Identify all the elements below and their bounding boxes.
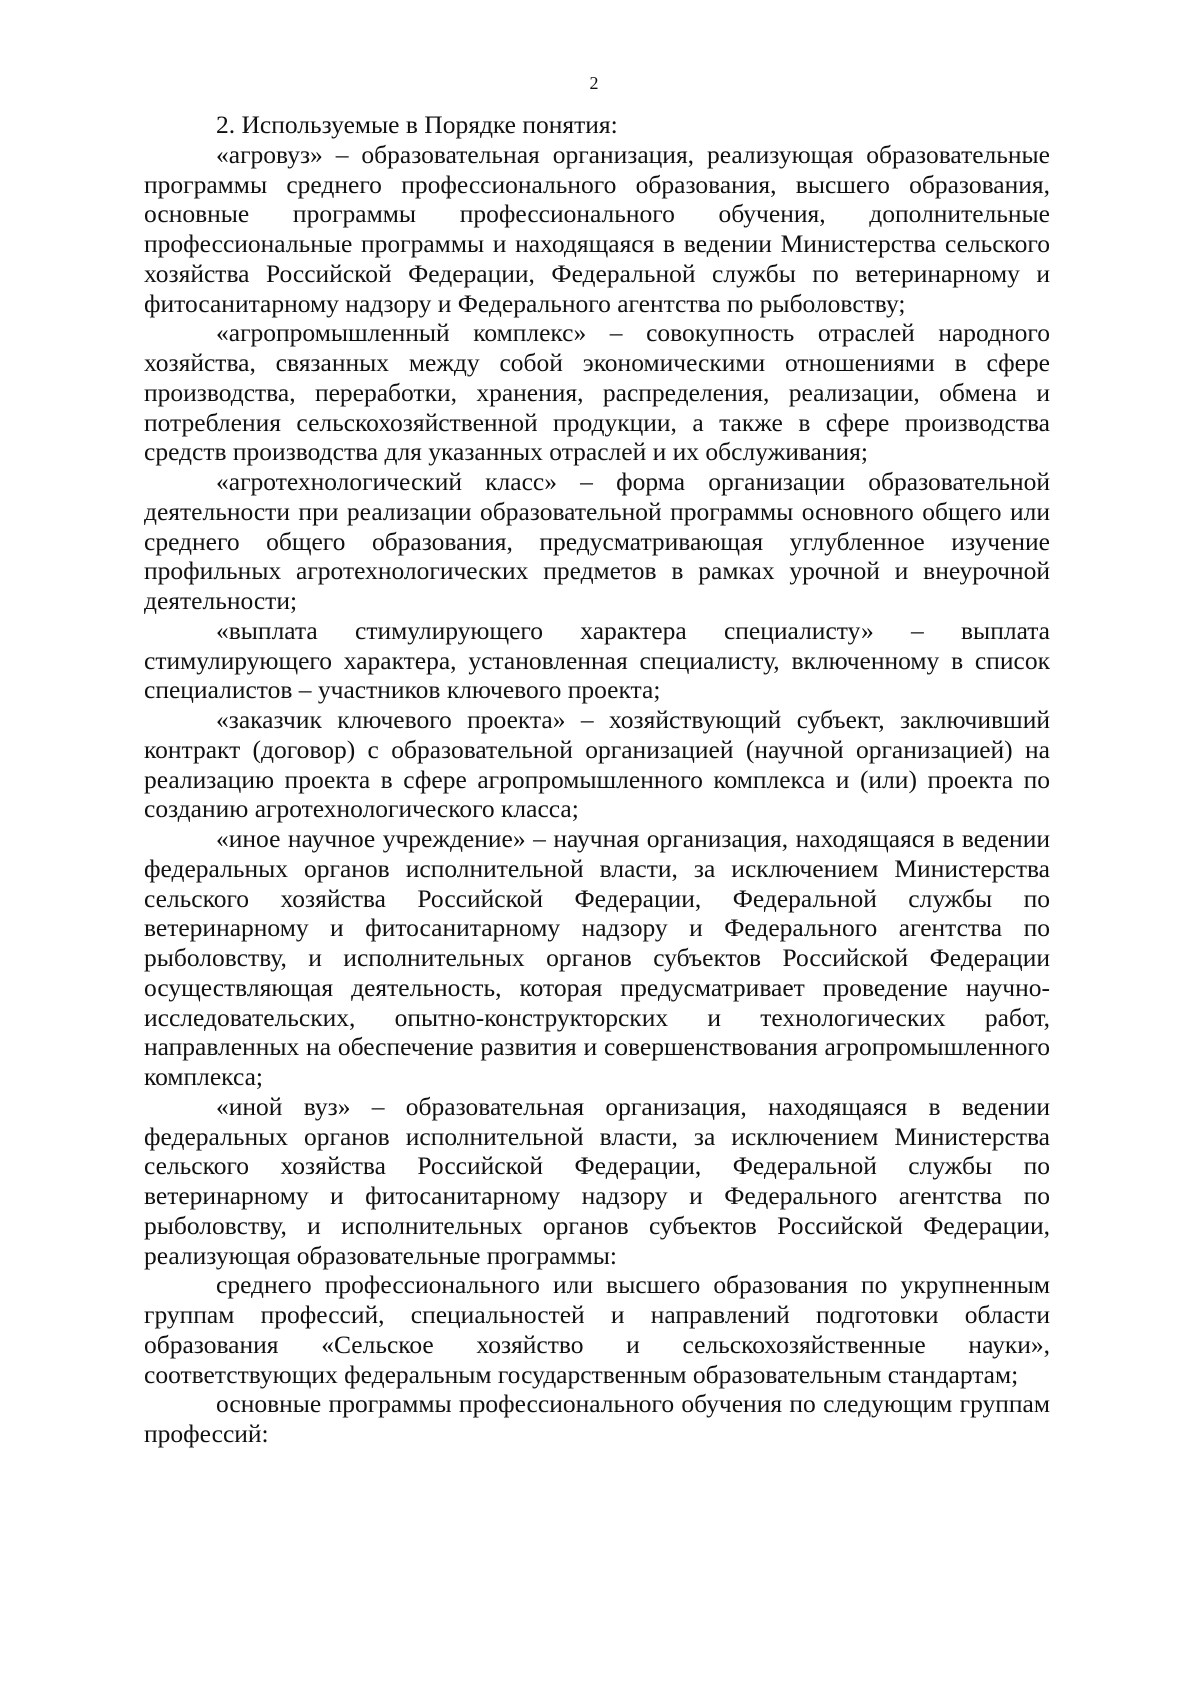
paragraph-incentive-payment: «выплата стимулирующего характера специалисту» – выплата стимулирующего характера, установленная специалисту, включенному в список специалистов – участников ключевого проекта; bbox=[144, 615, 1050, 705]
paragraph-secondary-higher-education: среднего профессионального или высшего образования по укрупненным группам профессий, специальностей и направлений подготовки области образования «Сельское хозяйство и сельскохозяйственные науки», соответствующих федеральным государственным образовательным стандартам; bbox=[144, 1270, 1050, 1389]
paragraph-vocational-training: основные программы профессионального обучения по следующим группам профессий: bbox=[144, 1389, 1050, 1448]
paragraph-definitions-intro: 2. Используемые в Порядке понятия: bbox=[216, 110, 618, 139]
paragraph-agrovuz: «агровуз» – образовательная организация, реализующая образовательные программы среднего профессионального образования, высшего образования, основные программы профессионального обучения, дополнительные профессиональные программы и находящаяся в ведении Министерства сельского хозяйства Российской Федерации, Федеральной службы по ветеринарному и фитосанитарному надзору и Федерального агентства по рыболовству; bbox=[144, 139, 1050, 318]
page-number: 2 bbox=[589, 73, 599, 93]
paragraph-other-scientific-institution: «иное научное учреждение» – научная организация, находящаяся в ведении федеральных органов исполнительной власти, за исключением Министерства сельского хозяйства Российской Федерации, Федеральной службы по ветеринарному и фитосанитарному надзору и Федерального агентства по рыболовству, и исполнительных органов субъектов Российской Федерации осуществляющая деятельность, которая предусматривает проведение научно-исследовательских, опытно-конструкторских и технологических работ, направленных на обеспечение развития и совершенствования агропромышленного комплекса; bbox=[144, 824, 1050, 1091]
paragraph-agrotech-class: «агротехнологический класс» – форма организации образовательной деятельности при реализации образовательной программы основного общего или среднего общего образования, предусматривающая углубленное изучение профильных агротехнологических предметов в рамках урочной и внеурочной деятельности; bbox=[144, 467, 1050, 615]
paragraph-agro-complex: «агропромышленный комплекс» – совокупность отраслей народного хозяйства, связанных между собой экономическими отношениями в сфере производства, переработки, хранения, распределения, реализации, обмена и потребления сельскохозяйственной продукции, а также в сфере производства средств производства для указанных отраслей и их обслуживания; bbox=[144, 318, 1050, 467]
paragraph-key-project-customer: «заказчик ключевого проекта» – хозяйствующий субъект, заключивший контракт (договор) с образовательной организацией (научной организацией) на реализацию проекта в сфере агропромышленного комплекса и (или) проекта по созданию агротехнологического класса; bbox=[144, 705, 1050, 824]
document-body bbox=[144, 110, 1050, 1449]
paragraph-other-university: «иной вуз» – образовательная организация, находящаяся в ведении федеральных органов исполнительной власти, за исключением Министерства сельского хозяйства Российской Федерации, Федеральной службы по ветеринарному и фитосанитарному надзору и Федерального агентства по рыболовству, и исполнительных органов субъектов Российской Федерации, реализующая образовательные программы: bbox=[144, 1091, 1050, 1270]
